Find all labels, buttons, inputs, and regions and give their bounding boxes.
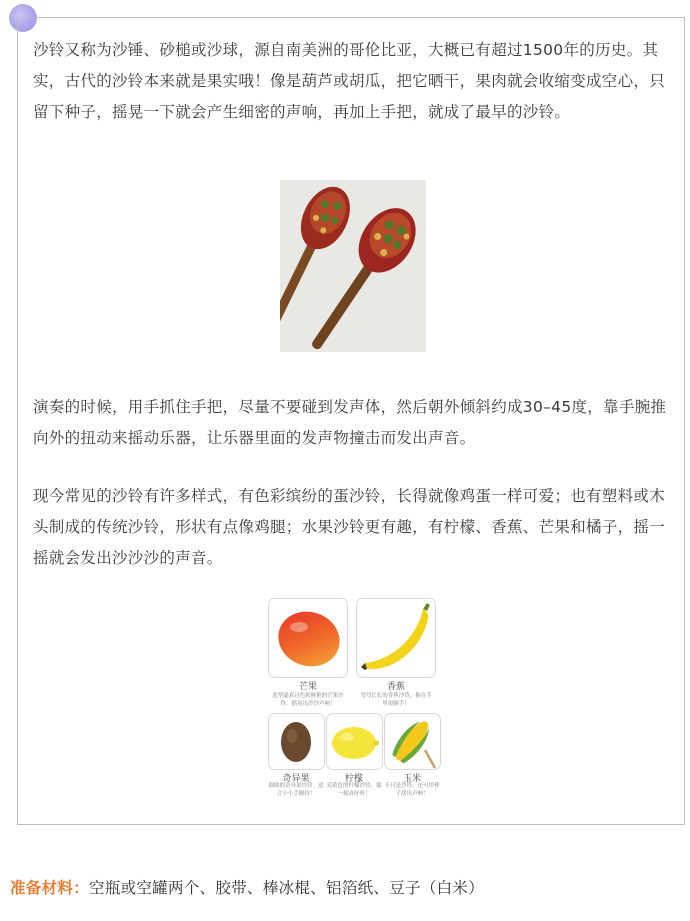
fruit-caption: 不只是沙铃，还可用棒子刮出声响！ bbox=[384, 783, 440, 797]
maracas-icon bbox=[280, 180, 426, 352]
mango-tile bbox=[268, 598, 348, 678]
article-card bbox=[17, 17, 685, 825]
fruit-label: 玉米 bbox=[402, 774, 421, 784]
paragraph-origin: 沙铃又称为沙锤、砂槌或沙球，源自南美洲的哥伦比亚，大概已有超过1500年的历史。其实，古代的沙铃本来就是果实哦！像是葫芦或胡瓜，把它晒干，果肉就会收缩变成空心，只留下种子，摇晃一下就会产生细密的声响，再加上手把，就成了最早的沙铃。 bbox=[33, 41, 666, 121]
corn-tile bbox=[384, 713, 441, 770]
corn-icon bbox=[385, 714, 440, 769]
kiwi-tile bbox=[268, 713, 325, 770]
paragraph-playing: 演奏的时候，用手抓住手把，尽量不要碰到发声体，然后朝外倾斜约成30–45度，靠手腕推向外的扭动来摇动乐器，让乐器里面的发声物撞击而发出声音。 bbox=[33, 398, 667, 447]
fruit-caption: 弯弯长长的香蕉沙铃，握在手里很顺手！ bbox=[360, 693, 432, 707]
paragraph-styles: 现今常见的沙铃有许多样式，有色彩缤纷的蛋沙铃，长得就像鸡蛋一样可爱；也有塑料或木头制成的传统沙铃，形状有点像鸡腿；水果沙铃更有趣，有柠檬、香蕉、芒果和橘子，摇一摇就会发出沙沙沙的声音。 bbox=[33, 487, 666, 567]
fruit-shakers-figure bbox=[266, 596, 440, 808]
fruit-label: 柠檬 bbox=[344, 774, 363, 784]
lemon-icon bbox=[327, 714, 382, 769]
fruit-caption: 亮黄色的柠檬沙铃，摇一摇真好听！ bbox=[326, 783, 382, 797]
maracas-photo bbox=[280, 180, 426, 352]
mango-icon bbox=[269, 599, 347, 677]
materials-items: 空瓶或空罐两个、胶带、棒冰棍、铝箔纸、豆子（白米） bbox=[89, 879, 485, 897]
fruit-label: 香蕉 bbox=[386, 682, 405, 692]
materials-label: 准备材料： bbox=[10, 879, 90, 897]
materials-line bbox=[10, 876, 484, 898]
kiwi-icon bbox=[269, 714, 324, 769]
fruit-label: 芒果 bbox=[298, 682, 317, 692]
banana-tile bbox=[356, 598, 436, 678]
banana-icon bbox=[357, 599, 435, 677]
lemon-tile bbox=[326, 713, 383, 770]
fruit-label: 奇异果 bbox=[282, 774, 310, 784]
fruit-caption: 造型逼真且色彩鲜艳的芒果沙铃，摇晃出沙沙声响！ bbox=[272, 693, 344, 707]
fruit-caption: 圆圆的奇异果沙铃，适合小小手握持！ bbox=[268, 783, 324, 797]
